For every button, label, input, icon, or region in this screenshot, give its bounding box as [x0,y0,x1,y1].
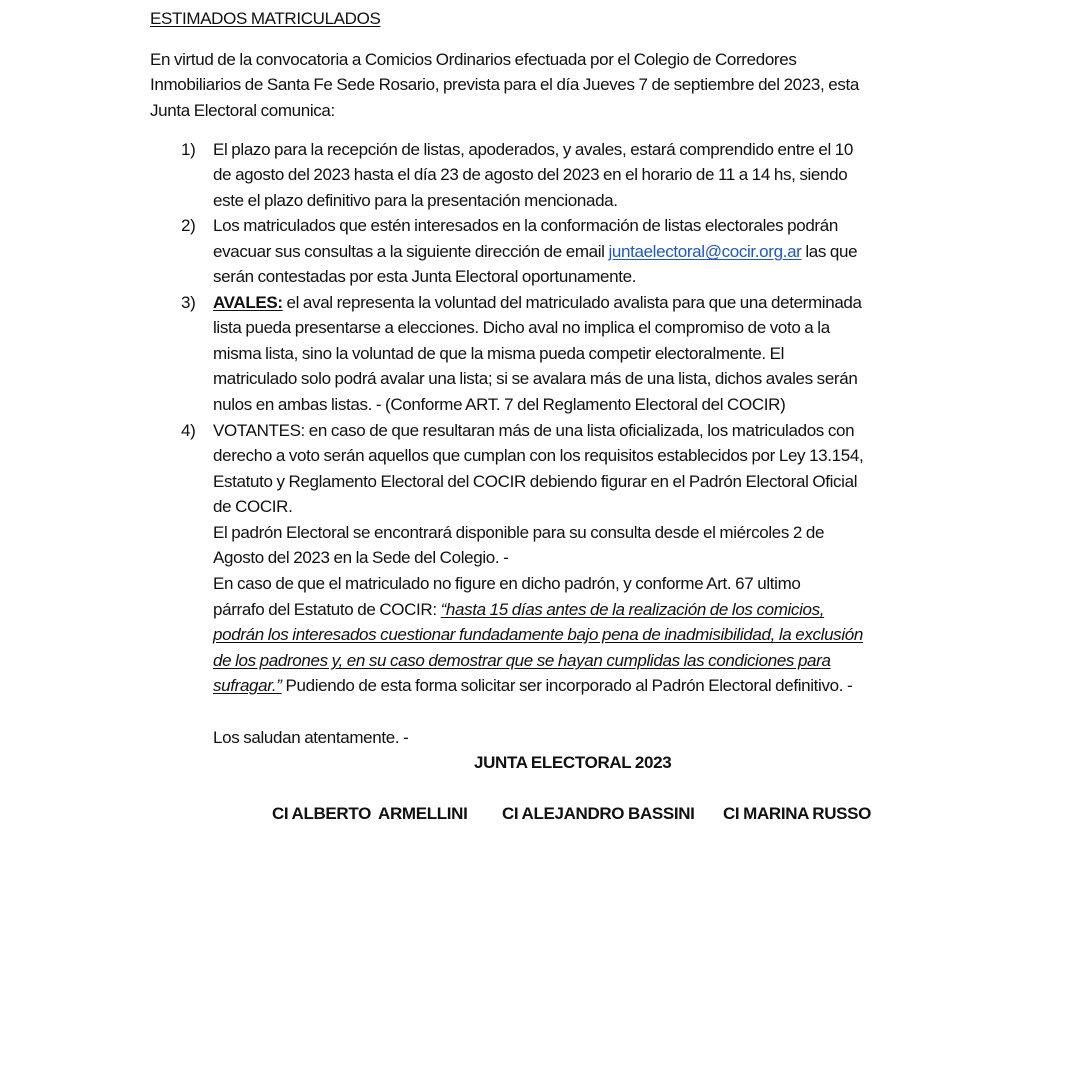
farewell-text: Los saludan atentamente. - [213,728,409,747]
item-line: matriculado solo podrá avalar una lista; si se avalara más de una lista, dichos avales serán [213,369,858,388]
item-line: En caso de que el matriculado no figure en dicho padrón, y conforme Art. 67 ultimo [213,574,801,593]
item-line: este el plazo definitivo para la presentación mencionada. [213,191,618,210]
item-line [213,673,852,699]
intro-line: Junta Electoral comunica: [150,101,335,120]
intro-line: En virtud de la convocatoria a Comicios Ordinarios efectuada por el Colegio de Corredores [150,50,797,69]
item-text: párrafo del Estatuto de COCIR: [213,600,441,619]
item-text: el aval representa la voluntad del matriculado avalista para que una determinada [282,293,862,312]
item-line: derecho a voto serán aquellos que cumplan con los requisitos establecidos por Ley 13.154, [213,446,864,465]
signatory: CI ALBERTO ARMELLINI [272,804,468,823]
item-line: Agosto del 2023 en la Sede del Colegio. - [213,548,509,567]
item-line [213,290,862,316]
item-line [213,597,824,623]
signatory: CI MARINA RUSSO [723,804,872,823]
item-text: las que [801,242,858,261]
email-link[interactable]: juntaelectoral@cocir.org.ar [608,242,802,261]
statute-quote: de los padrones y, en su caso demostrar que se hayan cumplidas las condiciones para [213,651,831,670]
avales-label: AVALES: [213,293,283,312]
item-line: El plazo para la recepción de listas, apoderados, y avales, estará comprendido entre el 10 [213,140,854,159]
statute-quote: podrán los interesados cuestionar fundadamente bajo pena de inadmisibilidad, la exclusión [213,625,863,644]
statute-quote: “hasta 15 días antes de la realización de los comicios, [440,600,825,619]
item-line: misma lista, sino la voluntad de que la misma pueda competir electoralmente. El [213,344,785,363]
letter-heading: ESTIMADOS MATRICULADOS [150,9,381,28]
item-line: Estatuto y Reglamento Electoral del COCIR debiendo figurar en el Padrón Electoral Oficial [213,472,858,491]
intro-line: Inmobiliarios de Santa Fe Sede Rosario, prevista para el día Jueves 7 de septiembre del 2023, esta [150,75,859,94]
item-line-with-email [213,239,857,265]
item-line: de COCIR. [213,497,293,516]
list-number: 1) [181,140,196,159]
item-line: serán contestadas por esta Junta Electoral oportunamente. [213,267,637,286]
list-number: 2) [181,216,196,235]
statute-quote: sufragar.” [213,676,282,695]
list-number: 3) [181,293,196,312]
signatory: CI ALEJANDRO BASSINI [502,804,695,823]
item-text: evacuar sus consultas a la siguiente dirección de email [213,242,609,261]
board-title: JUNTA ELECTORAL 2023 [474,753,672,772]
list-number: 4) [181,421,196,440]
item-line: Los matriculados que estén interesados en la conformación de listas electorales podrán [213,216,838,235]
item-line: El padrón Electoral se encontrará disponible para su consulta desde el miércoles 2 de [213,523,825,542]
item-line: VOTANTES: en caso de que resultaran más de una lista oficializada, los matriculados con [213,421,855,440]
item-text: Pudiendo de esta forma solicitar ser incorporado al Padrón Electoral definitivo. - [281,676,853,695]
item-line: de agosto del 2023 hasta el día 23 de agosto del 2023 en el horario de 11 a 14 hs, siendo [213,165,848,184]
item-line: nulos en ambas listas. - (Conforme ART. 7 del Reglamento Electoral del COCIR) [213,395,786,414]
item-line: lista pueda presentarse a elecciones. Dicho aval no implica el compromiso de voto a la [213,318,830,337]
